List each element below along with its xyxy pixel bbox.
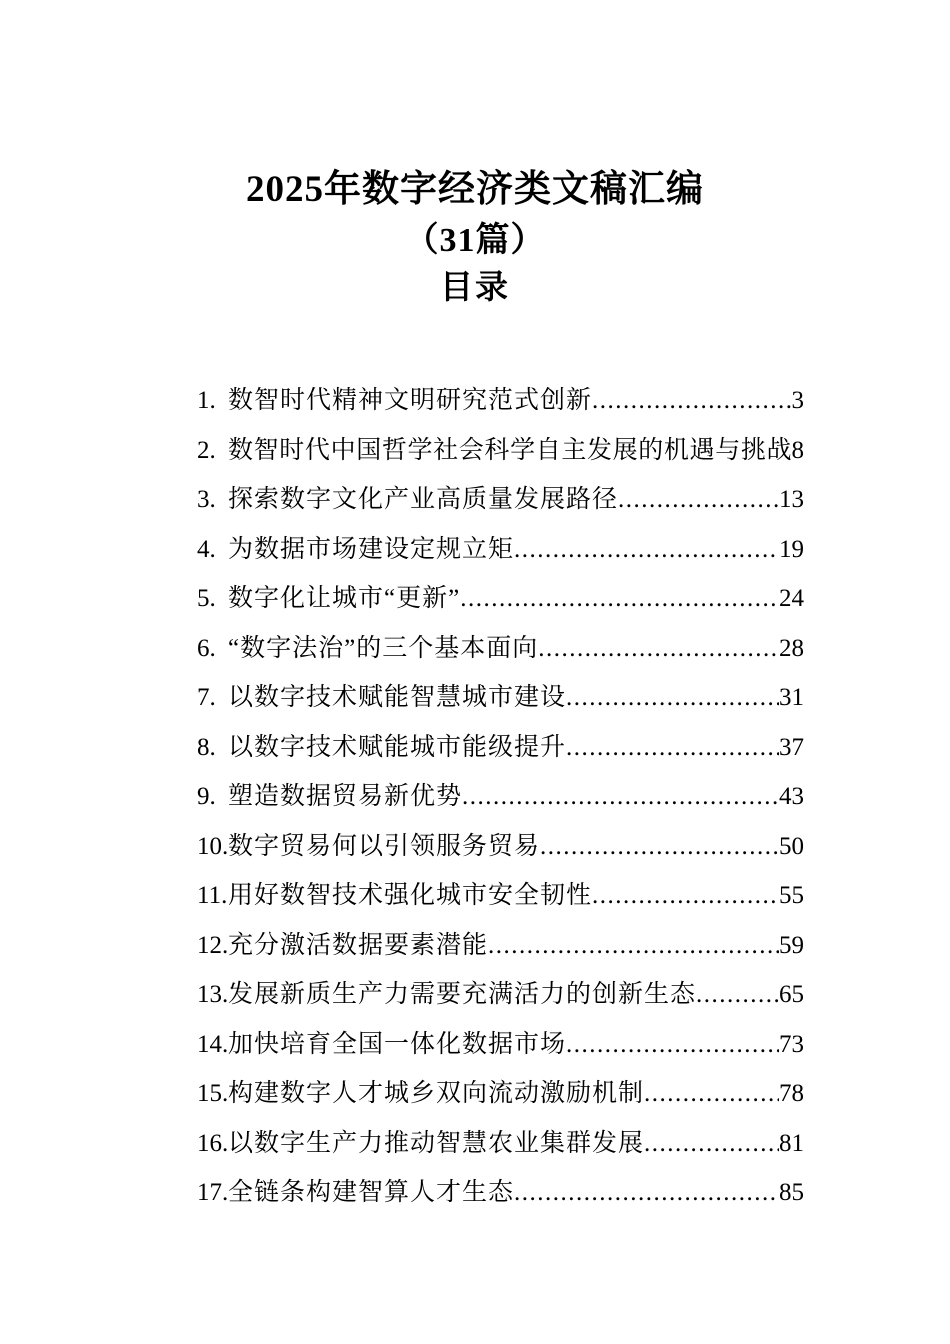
table-of-contents	[0, 376, 950, 1218]
toc-entry-title: 探索数字文化产业高质量发展路径	[228, 486, 619, 513]
toc-entry-page: 81	[779, 1129, 804, 1157]
toc-heading: 目录	[440, 270, 510, 306]
toc-leader-dots	[540, 822, 779, 872]
toc-entry-title: 数字化让城市“更新”	[228, 585, 461, 612]
toc-entry[interactable]	[197, 822, 804, 872]
toc-entry-number: 8.	[197, 733, 216, 761]
toc-leader-dots	[644, 1119, 779, 1169]
toc-entry[interactable]	[197, 1119, 804, 1169]
toc-entry[interactable]	[197, 673, 804, 723]
toc-leader-dots	[460, 574, 779, 624]
toc-entry[interactable]	[197, 970, 804, 1020]
toc-entry[interactable]	[197, 525, 804, 575]
toc-leader-dots	[618, 475, 779, 525]
toc-entry-page: 3	[791, 387, 804, 414]
doc-title: 2025年数字经济类文稿汇编	[246, 169, 704, 210]
toc-entry-page: 13	[779, 486, 804, 513]
toc-entry-number: 16.	[197, 1129, 229, 1157]
doc-subtitle: （31篇）	[404, 222, 546, 259]
toc-leader-dots	[488, 921, 779, 971]
toc-leader-dots	[514, 525, 779, 575]
toc-entry-page: 19	[779, 535, 804, 563]
toc-entry-title: 为数据市场建设定规立矩	[228, 535, 515, 563]
toc-entry-title: 数智时代中国哲学社会科学自主发展的机遇与挑战	[228, 436, 792, 464]
toc-entry[interactable]	[197, 624, 804, 674]
toc-entry-title: 以数字技术赋能城市能级提升	[228, 733, 567, 761]
toc-leader-dots	[514, 1168, 779, 1218]
toc-entry[interactable]	[197, 772, 804, 822]
toc-entry-page: 78	[779, 1080, 804, 1107]
toc-entry-number: 5.	[197, 585, 216, 612]
toc-entry[interactable]	[197, 376, 804, 426]
toc-entry-title: 用好数智技术强化城市安全韧性	[228, 882, 593, 909]
toc-entry[interactable]	[197, 1069, 804, 1119]
toc-entry-title: 发展新质生产力需要充满活力的创新生态	[228, 981, 697, 1008]
toc-entry-page: 50	[779, 832, 804, 860]
toc-entry-title: 塑造数据贸易新优势	[228, 783, 463, 810]
toc-entry[interactable]	[197, 723, 804, 773]
toc-entry-title: 全链条构建智算人才生态	[228, 1179, 515, 1206]
toc-entry-number: 12.	[197, 931, 229, 959]
toc-entry[interactable]	[197, 921, 804, 971]
toc-entry[interactable]	[197, 475, 804, 525]
toc-entry-page: 24	[779, 585, 804, 612]
toc-leader-dots	[566, 723, 779, 773]
toc-entry-number: 1.	[197, 387, 216, 414]
toc-entry-page: 37	[779, 733, 804, 761]
toc-entry-page: 55	[779, 882, 804, 909]
toc-entry-number: 11.	[197, 882, 228, 909]
toc-entry-title: 以数字技术赋能智慧城市建设	[228, 684, 567, 711]
toc-entry-number: 7.	[197, 684, 216, 711]
toc-entry-title: 以数字生产力推动智慧农业集群发展	[228, 1129, 645, 1157]
toc-entry-page: 8	[791, 436, 804, 464]
toc-leader-dots	[696, 970, 779, 1020]
toc-entry-page: 31	[779, 684, 804, 711]
toc-entry-page: 28	[779, 634, 804, 662]
toc-entry-page: 65	[779, 981, 804, 1008]
toc-entry-page: 43	[779, 783, 804, 810]
toc-entry-number: 13.	[197, 981, 229, 1008]
toc-entry-page: 59	[779, 931, 804, 959]
toc-entry-title: 加快培育全国一体化数据市场	[228, 1030, 567, 1058]
toc-entry[interactable]	[197, 574, 804, 624]
document-header	[0, 0, 950, 308]
toc-entry[interactable]	[197, 426, 804, 476]
toc-entry-title: “数字法治”的三个基本面向	[228, 634, 539, 662]
toc-entry-number: 4.	[197, 535, 216, 563]
toc-entry-page: 85	[779, 1179, 804, 1206]
toc-entry-number: 17.	[197, 1179, 229, 1206]
toc-entry-title: 数智时代精神文明研究范式创新	[228, 387, 593, 414]
toc-entry-number: 6.	[197, 634, 216, 662]
toc-entry-number: 3.	[197, 486, 216, 513]
toc-entry[interactable]	[197, 1020, 804, 1070]
toc-entry[interactable]	[197, 1168, 804, 1218]
toc-entry-page: 73	[779, 1030, 804, 1058]
toc-entry-number: 14.	[197, 1030, 229, 1058]
toc-entry-number: 2.	[197, 436, 216, 464]
toc-entry[interactable]	[197, 871, 804, 921]
toc-leader-dots	[592, 871, 779, 921]
toc-entry-number: 15.	[197, 1080, 229, 1107]
toc-leader-dots	[462, 772, 779, 822]
toc-leader-dots	[592, 376, 791, 426]
toc-entry-title: 充分激活数据要素潜能	[228, 931, 489, 959]
toc-leader-dots	[566, 1020, 779, 1070]
toc-leader-dots	[644, 1069, 779, 1119]
toc-entry-title: 数字贸易何以引领服务贸易	[228, 832, 541, 860]
toc-entry-number: 10.	[197, 832, 229, 860]
toc-entry-title: 构建数字人才城乡双向流动激励机制	[228, 1080, 645, 1107]
toc-entry-number: 9.	[197, 783, 216, 810]
toc-leader-dots	[538, 624, 779, 674]
toc-leader-dots	[566, 673, 779, 723]
